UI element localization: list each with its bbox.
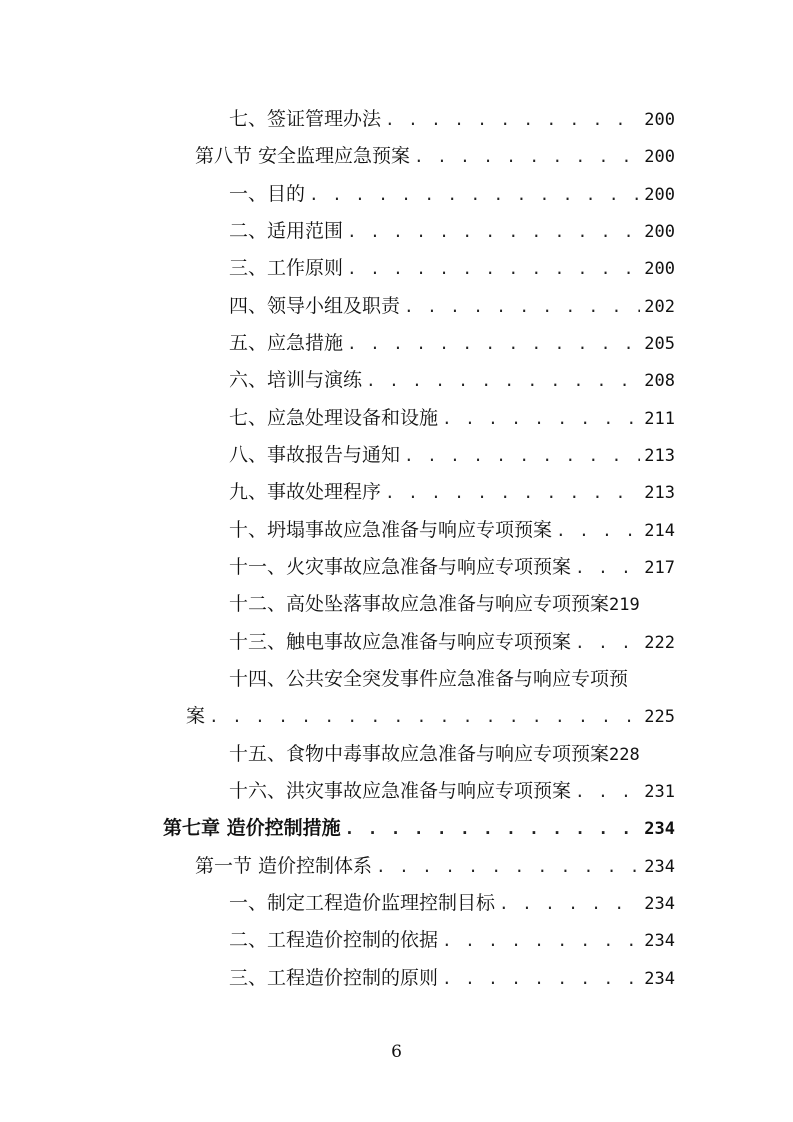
dot-leader [347,217,640,247]
dot-leader [376,852,640,882]
dot-leader [309,180,640,210]
toc-entry-title: 第一节 造价控制体系 [195,855,373,877]
toc-entry[interactable] [229,403,675,433]
toc-entry-page: 200 [644,222,675,242]
toc-entry-wrapped[interactable] [229,664,675,694]
toc-entry[interactable] [229,253,675,283]
dot-leader [385,105,640,135]
toc-entry-page: 200 [644,185,675,205]
toc-entry-page: 200 [644,110,675,130]
toc-entry-title: 四、领导小组及职责 [229,295,401,317]
toc-entry-page: 211 [644,409,675,429]
toc-entry[interactable] [229,963,675,993]
toc-entry[interactable] [229,589,683,619]
toc-entry-title: 一、目的 [229,183,306,205]
toc-entry-continuation[interactable] [186,701,675,731]
toc-entry-title: 十四、公共安全突发事件应急准备与响应专项预 [229,668,629,690]
toc-entry-page: 205 [644,334,675,354]
toc-entry-title: 二、工程造价控制的依据 [229,929,439,951]
toc-entry-title: 案 [186,705,206,727]
toc-entry-title: 十二、高处坠落事故应急准备与响应专项预案 [229,593,610,615]
toc-entry-title: 二、适用范围 [229,220,344,242]
toc-entry-page: 208 [644,371,675,391]
toc-entry-title: 十、坍塌事故应急准备与响应专项预案 [229,519,553,541]
dot-leader [366,366,640,396]
toc-entry[interactable] [229,179,675,209]
toc-entry-page: 219 [609,595,640,615]
toc-entry-title: 七、应急处理设备和设施 [229,407,439,429]
toc-entry-page: 225 [644,707,675,727]
dot-leader [347,329,640,359]
toc-entry-page: 231 [644,782,675,802]
dot-leader [442,404,640,434]
toc-entry-title: 第八节 安全监理应急预案 [195,145,411,167]
toc-entry-page: 213 [644,446,675,466]
toc-entry[interactable] [229,440,675,470]
dot-leader [345,814,641,844]
toc-entry-page: 214 [644,521,675,541]
toc-entry-title: 十六、洪灾事故应急准备与响应专项预案 [229,780,572,802]
toc-entry-page: 234 [644,931,675,951]
toc-entry-title: 十一、火灾事故应急准备与响应专项预案 [229,556,572,578]
toc-entry-title: 三、工程造价控制的原则 [229,967,439,989]
toc-entry-page: 200 [644,259,675,279]
toc-entry-title: 八、事故报告与通知 [229,444,401,466]
toc-entry[interactable] [229,888,675,918]
toc-entry-page: 234 [644,894,675,914]
toc-entry-title: 三、工作原则 [229,257,344,279]
page-number: 6 [391,1042,402,1062]
dot-leader [442,926,640,956]
toc-entry-page: 200 [644,147,675,167]
toc-entry[interactable] [229,477,675,507]
toc-entry-page: 234 [644,857,675,877]
dot-leader [414,142,640,172]
toc-entry[interactable] [229,291,675,321]
dot-leader [575,628,640,658]
toc-entry[interactable] [229,925,675,955]
toc-chapter-entry[interactable] [163,813,675,843]
toc-entry[interactable] [229,776,675,806]
toc-entry[interactable] [229,739,683,769]
toc-entry[interactable] [229,515,675,545]
dot-leader [499,889,640,919]
toc-entry[interactable] [229,328,675,358]
toc-entry[interactable] [229,104,675,134]
toc-entry-title: 十五、食物中毒事故应急准备与响应专项预案 [229,743,610,765]
dot-leader [347,254,640,284]
toc-entry-page: 228 [609,745,640,765]
toc-entry-page: 234 [644,819,675,839]
toc-entry[interactable] [229,552,675,582]
toc-entry-title: 九、事故处理程序 [229,481,382,503]
toc-entry-title: 十三、触电事故应急准备与响应专项预案 [229,631,572,653]
toc-entry[interactable] [229,365,675,395]
dot-leader [442,964,640,994]
toc-entry-title: 一、制定工程造价监理控制目标 [229,892,496,914]
toc-entry-page: 234 [644,969,675,989]
dot-leader [385,478,640,508]
toc-entry-title: 六、培训与演练 [229,369,363,391]
toc-entry-page: 217 [644,558,675,578]
toc-section-entry[interactable] [195,141,675,171]
toc-entry-page: 213 [644,483,675,503]
dot-leader [209,702,640,732]
toc-entry-title: 七、签证管理办法 [229,108,382,130]
toc-entry-page: 202 [644,297,675,317]
toc-entry-page: 222 [644,633,675,653]
toc-entry-title: 第七章 造价控制措施 [163,817,341,839]
dot-leader [556,516,640,546]
toc-entry-title: 五、应急措施 [229,332,344,354]
dot-leader [404,441,640,471]
toc-section-entry[interactable] [195,851,675,881]
toc-entry[interactable] [229,627,675,657]
dot-leader [404,292,640,322]
dot-leader [575,777,640,807]
toc-entry[interactable] [229,216,675,246]
dot-leader [575,553,640,583]
